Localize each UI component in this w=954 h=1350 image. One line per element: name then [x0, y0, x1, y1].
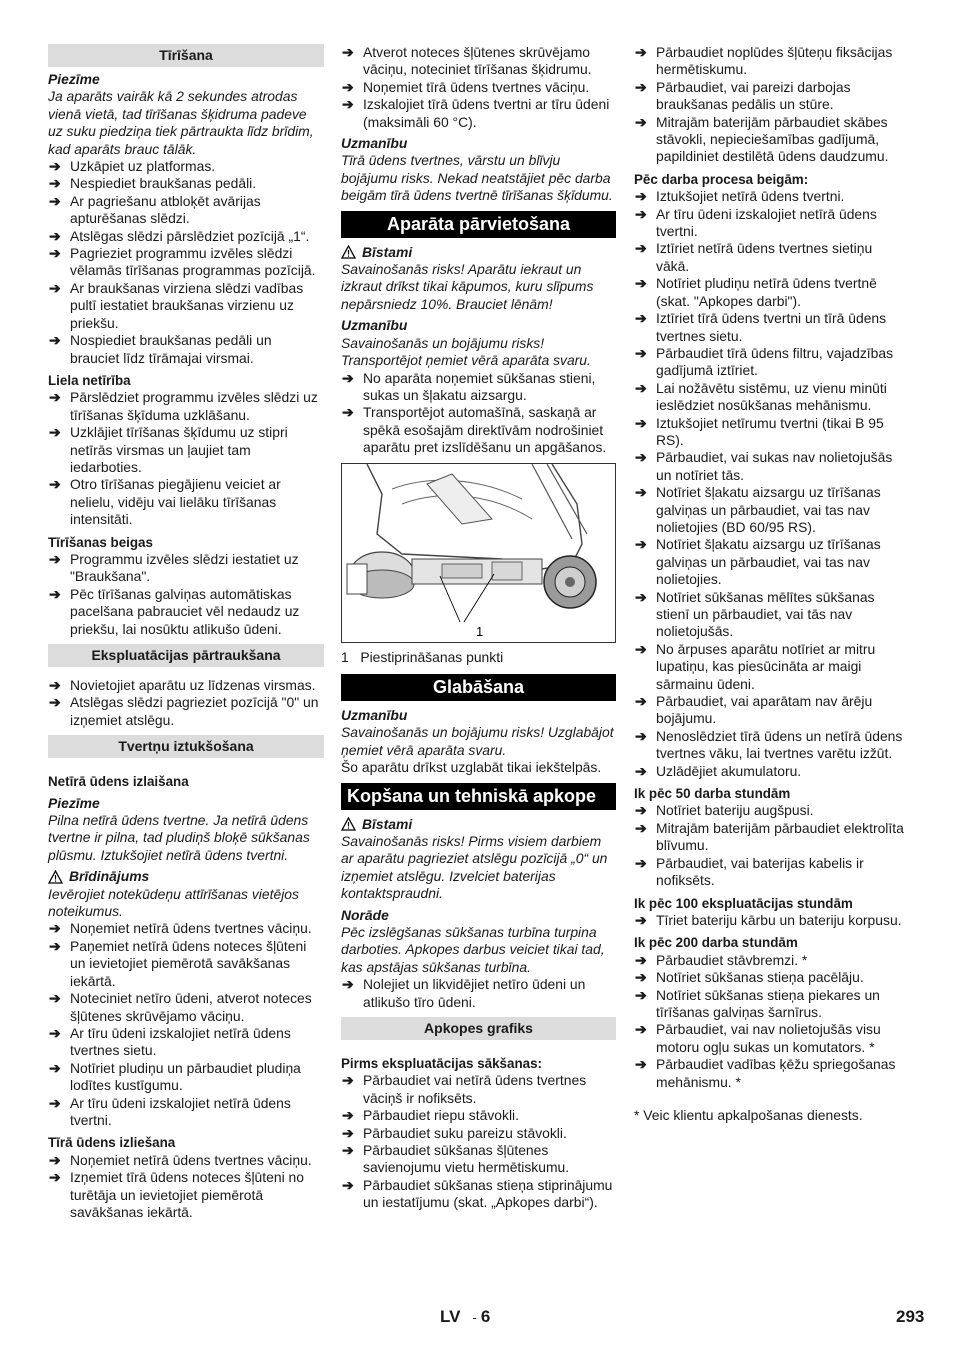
arrow-right-icon: ➔	[635, 727, 647, 744]
arrow-right-icon: ➔	[635, 188, 647, 205]
list-item-text: Izskalojiet tīrā ūdens tvertni ar tīru ūdeni (maksimāli 60 °C).	[363, 96, 610, 130]
footnote: * Veic klientu apkalpošanas dienests.	[634, 1106, 863, 1123]
list-item	[634, 449, 906, 484]
steps-list	[341, 976, 616, 1011]
list-item	[634, 79, 906, 114]
warning-triangle-icon	[341, 245, 356, 259]
subheading-tirisanas-beigas: Tīrīšanas beigas	[48, 534, 153, 550]
danger-label-row	[341, 816, 616, 833]
caution-text: Tīrā ūdens tvertnes, vārstu un blīvju bojājumu risks. Nekad neatstājiet pēc darba beigām tīrā ūdens tvertnē tīrīšanas šķīdumu.	[341, 152, 613, 204]
list-item	[634, 114, 906, 166]
list-item-text: Notīriet sūkšanas stieņa piekares un tīrīšanas galviņas šarnīrus.	[656, 986, 880, 1020]
arrow-right-icon: ➔	[635, 986, 647, 1003]
arrow-right-icon: ➔	[635, 240, 647, 257]
steps-list	[634, 188, 906, 780]
list-item	[634, 912, 906, 929]
arrow-right-icon: ➔	[635, 44, 647, 60]
list-item	[634, 275, 906, 310]
subheading-tira-udens: Tīrā ūdens izliešana	[48, 1135, 176, 1151]
arrow-right-icon: ➔	[342, 1107, 354, 1124]
section-heading-tvertnu: Tvertņu iztukšošana	[48, 735, 324, 758]
arrow-right-icon: ➔	[342, 96, 354, 113]
arrow-right-icon: ➔	[635, 449, 647, 466]
steps-list	[48, 389, 324, 528]
list-item	[341, 44, 616, 79]
arrow-right-icon: ➔	[342, 1072, 354, 1089]
arrow-right-icon: ➔	[342, 78, 354, 95]
hint-text: Pēc izslēgšanas sūkšanas turbīna turpina darboties. Apkopes darbus veiciet tikai tad, kas apstājas sūkšanas turbīna.	[341, 924, 605, 975]
list-item	[48, 1095, 324, 1130]
list-item	[634, 641, 906, 693]
list-item-text: Otro tīrīšanas piegājienu veiciet ar nelielu, vidēju vai lielāku tīrīšanas intensitāti.	[70, 476, 281, 528]
list-item-text: Atslēgas slēdzi pārslēdziet pozīcijā „1“.	[70, 227, 310, 244]
list-item-text: Atverot noteces šļūtenes skrūvējamo vāciņu, noteciniet tīrīšanas šķidrumu.	[363, 44, 592, 78]
arrow-right-icon: ➔	[49, 1151, 61, 1168]
arrow-right-icon: ➔	[49, 585, 61, 602]
list-item	[341, 370, 616, 405]
arrow-right-icon: ➔	[635, 414, 647, 431]
list-item-text: Pārbaudiet riepu stāvokli.	[363, 1107, 519, 1124]
list-item-text: Pārbaudiet, vai pareizi darbojas braukšanas pedālis un stūre.	[656, 78, 851, 113]
arrow-right-icon: ➔	[49, 1024, 61, 1041]
list-item	[48, 694, 324, 729]
list-item-text: Ar tīru ūdeni izskalojiet netīrā ūdens tvertni.	[70, 1094, 291, 1128]
section-heading-ekspluatacijas: Ekspluatācijas pārtraukšana	[48, 644, 324, 667]
list-item	[634, 1056, 906, 1091]
list-item-text: Notīriet šļakatu aizsargu uz tīrīšanas galviņas un pārbaudiet, vai tas nav nolietojies (BD 60/95 RS).	[656, 484, 881, 535]
list-item-text: Pārbaudiet tīrā ūdens filtru, vajadzības gadījumā iztīriet.	[656, 344, 894, 379]
list-item	[634, 415, 906, 450]
list-item	[341, 96, 616, 131]
arrow-right-icon: ➔	[635, 819, 647, 836]
arrow-right-icon: ➔	[49, 694, 61, 711]
subheading-100-stundas: Ik pēc 100 ekspluatācijas stundām	[634, 895, 853, 911]
arrow-right-icon: ➔	[49, 424, 61, 441]
list-item-text: Ar tīru ūdeni izskalojiet netīrā ūdens tvertnes sietu.	[70, 1024, 291, 1059]
arrow-right-icon: ➔	[342, 404, 354, 421]
arrow-right-icon: ➔	[635, 344, 647, 361]
list-item	[341, 1072, 616, 1107]
list-item-text: Ar tīru ūdeni izskalojiet netīrā ūdens tvertni.	[656, 205, 877, 240]
list-item-text: Pārbaudiet, vai nav nolietojušās visu motoru ogļu sukas un komutators. *	[656, 1021, 881, 1055]
machine-drawing	[342, 464, 616, 643]
language-code: LV	[440, 1307, 461, 1326]
danger-label-row	[341, 244, 616, 261]
arrow-right-icon: ➔	[635, 275, 647, 292]
list-item	[634, 820, 906, 855]
list-item-text: Nespiediet braukšanas pedāli.	[70, 175, 257, 192]
arrow-right-icon: ➔	[49, 937, 61, 954]
list-item	[341, 976, 616, 1011]
arrow-right-icon: ➔	[342, 1176, 354, 1193]
list-item-text: Notīriet sūkšanas stieņa pacēlāju.	[656, 969, 864, 986]
list-item-text: Pārbaudiet suku pareizu stāvokli.	[363, 1124, 567, 1141]
list-item	[48, 1060, 324, 1095]
arrow-right-icon: ➔	[635, 1056, 647, 1073]
list-item-text: Iztīriet netīrā ūdens tvertnes sietiņu vākā.	[656, 240, 873, 274]
caution-label: Uzmanību	[341, 706, 408, 723]
list-item	[634, 188, 906, 205]
list-item	[48, 551, 324, 586]
arrow-right-icon: ➔	[635, 911, 647, 928]
list-item-text: Noņemiet tīrā ūdens tvertnes vāciņu.	[363, 78, 590, 95]
caption-text: Piestiprināšanas punkti	[360, 648, 504, 665]
steps-list	[48, 920, 324, 1129]
section-heading-aparata-parvietosana: Aparāta pārvietošana	[341, 211, 616, 238]
arrow-right-icon: ➔	[49, 192, 61, 209]
arrow-right-icon: ➔	[635, 693, 647, 710]
list-item	[48, 1169, 324, 1221]
arrow-right-icon: ➔	[635, 379, 647, 396]
list-item	[634, 802, 906, 819]
arrow-right-icon: ➔	[49, 1094, 61, 1111]
arrow-right-icon: ➔	[342, 976, 354, 993]
list-item	[634, 345, 906, 380]
danger-text: Savainošanās risks! Aparātu iekraut un izkraut drīkst tikai kāpumos, kuru slīpums nepārsniedz 10%. Brauciet lēnām!	[341, 261, 594, 312]
list-item-text: Pārbaudiet sūkšanas šļūtenes savienojumu vietu hermētiskumu.	[363, 1142, 570, 1176]
subheading-200-stundas: Ik pēc 200 darba stundām	[634, 935, 798, 951]
list-item	[48, 193, 324, 228]
column-3	[634, 44, 906, 1124]
list-item-text: Mitrajām baterijām pārbaudiet elektrolīta blīvumu.	[656, 819, 904, 854]
list-item-text: Notīriet pludiņu un pārbaudiet pludiņa lodītes kustīgumu.	[70, 1059, 301, 1094]
arrow-right-icon: ➔	[49, 990, 61, 1007]
column-2	[341, 44, 616, 1212]
list-item	[634, 44, 906, 79]
list-item-text: Mitrajām baterijām pārbaudiet skābes stāvokli, nepieciešamības gadījumā, papildiniet destilētā ūdens daudzumu.	[656, 113, 889, 165]
arrow-right-icon: ➔	[635, 78, 647, 95]
list-item-text: Programmu izvēles slēdzi iestatiet uz "Braukšana".	[70, 550, 299, 585]
arrow-right-icon: ➔	[49, 677, 61, 693]
list-item-text: Pārbaudiet, vai aparātam nav ārēju bojājumu.	[656, 693, 873, 727]
list-item	[341, 404, 616, 456]
danger-label: Bīstami	[362, 243, 413, 260]
list-item	[48, 990, 324, 1025]
list-item	[48, 1152, 324, 1169]
list-item	[634, 484, 906, 536]
arrow-right-icon: ➔	[49, 279, 61, 296]
arrow-right-icon: ➔	[49, 158, 61, 175]
list-item	[341, 79, 616, 96]
section-heading-kopsana: Kopšana un tehniskā apkope	[341, 783, 616, 810]
list-item	[634, 952, 906, 969]
list-item-text: Ar braukšanas virziena slēdzi vadības pultī iestatiet braukšanas virzienu uz priekšu.	[70, 279, 304, 331]
local-page-number: 6	[480, 1307, 491, 1326]
warning-text: Ievērojiet notekūdeņu attīrīšanas vietējos noteikumus.	[48, 885, 299, 920]
arrow-right-icon: ➔	[49, 389, 61, 406]
list-item-text: Uzkāpiet uz platformas.	[70, 158, 216, 175]
note-label: Piezīme	[48, 71, 100, 87]
list-item-text: Pārbaudiet noplūdes šļūteņu fiksācijas hermētiskumu.	[656, 44, 893, 78]
list-item	[634, 987, 906, 1022]
danger-text: Savainošanās risks! Pirms visiem darbiem ar aparātu pagrieziet atslēgu pozīcijā „0“ un izņemiet atslēgu. Izvelciet baterijas kontaktspraudni.	[341, 832, 608, 902]
list-item	[634, 969, 906, 986]
list-item	[634, 693, 906, 728]
steps-list	[341, 370, 616, 457]
list-item	[48, 389, 324, 424]
section-heading-apkopes-grafiks: Apkopes grafiks	[341, 1017, 616, 1040]
arrow-right-icon: ➔	[635, 854, 647, 871]
arrow-right-icon: ➔	[49, 1059, 61, 1076]
arrow-right-icon: ➔	[635, 310, 647, 327]
warning-triangle-icon	[341, 817, 356, 831]
list-item-text: Pārbaudiet, vai sukas nav nolietojušās un notīriet tās.	[656, 449, 893, 483]
list-item	[341, 1142, 616, 1177]
list-item-text: Noņemiet netīrā ūdens tvertnes vāciņu.	[70, 920, 312, 937]
arrow-right-icon: ➔	[635, 536, 647, 553]
list-item-text: Iztukšojiet netīrumu tvertni (tikai B 95 RS).	[656, 414, 884, 448]
hint-label: Norāde	[341, 906, 389, 923]
warning-triangle-icon	[48, 870, 63, 884]
list-item-text: Noteciniet netīro ūdeni, atverot noteces šļūtenes skrūvējamo vāciņu.	[70, 990, 312, 1024]
section-heading-tirisana: Tīrīšana	[48, 44, 324, 67]
steps-list	[48, 677, 324, 729]
arrow-right-icon: ➔	[49, 332, 61, 349]
list-item-text: Notīriet sūkšanas mēlītes sūkšanas stienī un pārbaudiet, vai tās nav nolietojušās.	[656, 588, 875, 640]
list-item	[341, 1177, 616, 1212]
list-item-text: Tīriet bateriju kārbu un bateriju korpusu.	[656, 911, 902, 928]
steps-list	[634, 44, 906, 166]
steps-list	[634, 912, 906, 929]
footer-language-page	[440, 1307, 490, 1327]
machine-illustration	[341, 463, 616, 643]
caution-text: Savainošanās un bojājumu risks! Uzglabājot ņemiet vērā aparāta svaru.	[341, 724, 614, 758]
subheading-pec-darba: Pēc darba procesa beigām:	[634, 171, 809, 187]
section-heading-glabasana: Glabāšana	[341, 674, 616, 701]
arrow-right-icon: ➔	[49, 175, 61, 192]
list-item	[634, 206, 906, 241]
column-1	[48, 44, 324, 1221]
list-item-text: Nospiediet braukšanas pedāli un brauciet līdz tīrāmajai virsmai.	[70, 332, 272, 366]
arrow-right-icon: ➔	[635, 762, 647, 779]
steps-list	[634, 802, 906, 889]
list-item-text: Ar pagriešanu atbloķēt avārijas apturēšanas slēdzi.	[70, 192, 261, 227]
list-item-text: Transportējot automašīnā, saskaņā ar spēkā esošajām direktīvām nodrošiniet aparātu pret izslīdēšanu un apgāšanos.	[363, 404, 607, 456]
list-item-text: Nolejiet un likvidējiet netīro ūdeni un atlikušo tīro ūdeni.	[363, 976, 586, 1010]
arrow-right-icon: ➔	[342, 1124, 354, 1141]
list-item	[634, 310, 906, 345]
figure-caption	[341, 649, 616, 666]
list-item-text: No ārpuses aparātu notīriet ar mitru lupatiņu, kas piesūcināta ar maigi sārmainu ūdeni.	[656, 640, 876, 692]
list-item	[634, 728, 906, 763]
list-item-text: Uzlādējiet akumulatoru.	[656, 762, 802, 779]
note-label: Piezīme	[48, 794, 100, 811]
subheading-50-stundas: Ik pēc 50 darba stundām	[634, 786, 791, 802]
arrow-right-icon: ➔	[635, 969, 647, 986]
list-item	[48, 1025, 324, 1060]
arrow-right-icon: ➔	[635, 113, 647, 130]
list-item-text: Nenoslēdziet tīrā ūdens un netīrā ūdens tvertnes vāku, lai tvertnes varētu izžūt.	[656, 727, 903, 762]
list-item	[341, 1107, 616, 1124]
list-item-text: Paņemiet netīrā ūdens noteces šļūteni un ievietojiet piemērotā savākšanas iekārtā.	[70, 937, 307, 989]
list-item	[634, 240, 906, 275]
list-item	[634, 1021, 906, 1056]
list-item	[48, 175, 324, 192]
list-item-text: Pagrieziet programmu izvēles slēdzi vēlamās tīrīšanas programmas pozīcijā.	[70, 245, 316, 279]
list-item	[48, 228, 324, 245]
list-item-text: Pēc tīrīšanas galviņas automātiskas pacelšana pabrauciet vēl nedaudz uz priekšu, lai nosūktu atlikušo ūdeni.	[70, 585, 300, 637]
arrow-right-icon: ➔	[49, 245, 61, 262]
list-item	[48, 245, 324, 280]
list-item-text: Notīriet bateriju augšpusi.	[656, 802, 814, 819]
arrow-right-icon: ➔	[342, 44, 354, 60]
steps-list	[341, 1072, 616, 1211]
list-item	[48, 920, 324, 937]
list-item	[48, 424, 324, 476]
list-item-text: Uzklājiet tīrīšanas šķīdumu uz stipri netīrās virsmas un ļaujiet tam iedarboties.	[70, 424, 288, 475]
list-item	[48, 586, 324, 638]
list-item-text: No aparāta noņemiet sūkšanas stieni, sukas un šļakatu aizsargu.	[363, 369, 596, 403]
subheading-netira-udens: Netīrā ūdens izlaišana	[48, 774, 189, 790]
list-item-text: Noņemiet netīrā ūdens tvertnes vāciņu.	[70, 1151, 312, 1168]
caution-label: Uzmanību	[341, 135, 408, 152]
steps-list	[341, 44, 616, 131]
list-item	[634, 763, 906, 780]
arrow-right-icon: ➔	[635, 1021, 647, 1038]
arrow-right-icon: ➔	[49, 1169, 61, 1186]
arrow-right-icon: ➔	[635, 588, 647, 605]
list-item	[48, 677, 324, 694]
list-item-text: Pārbaudiet vadības ķēžu spriegošanas mehānismu. *	[656, 1056, 896, 1090]
warning-label-row	[48, 868, 324, 885]
list-item-text: Notīriet šļakatu aizsargu uz tīrīšanas galviņas un pārbaudiet, vai tas nav nolietojies.	[656, 536, 881, 588]
list-item-text: Izņemiet tīrā ūdens noteces šļūteni no turētāja un ievietojiet piemērotā savākšanas iekārtā.	[70, 1169, 304, 1220]
storage-text: Šo aparātu drīkst uzglabāt tikai iekštelpās.	[341, 759, 602, 776]
arrow-right-icon: ➔	[635, 802, 647, 819]
steps-list	[634, 952, 906, 1091]
note-text: Ja aparāts vairāk kā 2 sekundes atrodas vienā vietā, tad tīrīšanas šķidruma padeve uz suku piedziņa tiek pārtraukta līdz brīdim, kad aparāts brauc tālāk.	[48, 88, 314, 157]
note-text: Pilna netīrā ūdens tvertne. Ja netīrā ūdens tvertne ir pilna, tad pludiņš bloķē sūkšanas plūsmu. Iztukšojiet netīrā ūdens tvertni.	[48, 812, 310, 863]
list-item	[48, 332, 324, 367]
subheading-pirms: Pirms ekspluatācijas sākšanas:	[341, 1056, 542, 1072]
list-item	[341, 1125, 616, 1142]
warning-label: Brīdinājums	[69, 868, 150, 885]
list-item-text: Pārbaudiet stāvbremzi. *	[656, 951, 808, 968]
steps-list	[48, 1152, 324, 1222]
list-item-text: Iztīriet tīrā ūdens tvertni un tīrā ūdens tvertnes sietu.	[656, 310, 887, 344]
subheading-liela-netiriba: Liela netīrība	[48, 372, 131, 388]
arrow-right-icon: ➔	[49, 476, 61, 493]
arrow-right-icon: ➔	[635, 205, 647, 222]
list-item-text: Lai nožāvētu sistēmu, uz vienu minūti ieslēdziet nosūkšanas mehānismu.	[656, 379, 887, 414]
figure-callout-number: 1	[476, 623, 484, 639]
list-item-text: Notīriet pludiņu netīrā ūdens tvertnē (skat. "Apkopes darbi").	[656, 275, 877, 309]
caution-label: Uzmanību	[341, 317, 408, 334]
steps-list	[48, 158, 324, 367]
footer-dash: -	[472, 1310, 477, 1325]
caution-text: Savainošanās un bojājumu risks! Transportējot ņemiet vērā aparāta svaru.	[341, 334, 591, 369]
arrow-right-icon: ➔	[635, 951, 647, 968]
list-item-text: Pārslēdziet programmu izvēles slēdzi uz tīrīšanas šķīduma uzklāšanu.	[70, 389, 318, 423]
list-item	[48, 158, 324, 175]
list-item	[634, 589, 906, 641]
arrow-right-icon: ➔	[342, 1142, 354, 1159]
steps-list	[48, 551, 324, 638]
list-item-text: Atslēgas slēdzi pagrieziet pozīcijā "0" un izņemiet atslēgu.	[70, 694, 319, 728]
list-item	[634, 536, 906, 588]
arrow-right-icon: ➔	[49, 227, 61, 244]
arrow-right-icon: ➔	[635, 484, 647, 501]
arrow-right-icon: ➔	[342, 369, 354, 386]
arrow-right-icon: ➔	[635, 640, 647, 657]
list-item-text: Novietojiet aparātu uz līdzenas virsmas.	[70, 677, 316, 693]
list-item-text: Pārbaudiet sūkšanas stieņa stiprinājumu un iestatījumu (skat. „Apkopes darbi“).	[363, 1176, 613, 1211]
list-item	[634, 855, 906, 890]
arrow-right-icon: ➔	[49, 550, 61, 567]
page-number: 293	[896, 1307, 925, 1326]
list-item-text: Pārbaudiet, vai baterijas kabelis ir nofiksēts.	[656, 854, 864, 889]
list-item	[48, 938, 324, 990]
caption-number: 1	[341, 648, 349, 665]
list-item-text: Iztukšojiet netīrā ūdens tvertni.	[656, 188, 845, 205]
list-item	[48, 476, 324, 528]
arrow-right-icon: ➔	[49, 920, 61, 937]
list-item	[634, 380, 906, 415]
list-item-text: Pārbaudiet vai netīrā ūdens tvertnes vāciņš ir nofiksēts.	[363, 1072, 587, 1106]
danger-label: Bīstami	[362, 815, 413, 832]
list-item	[48, 280, 324, 332]
